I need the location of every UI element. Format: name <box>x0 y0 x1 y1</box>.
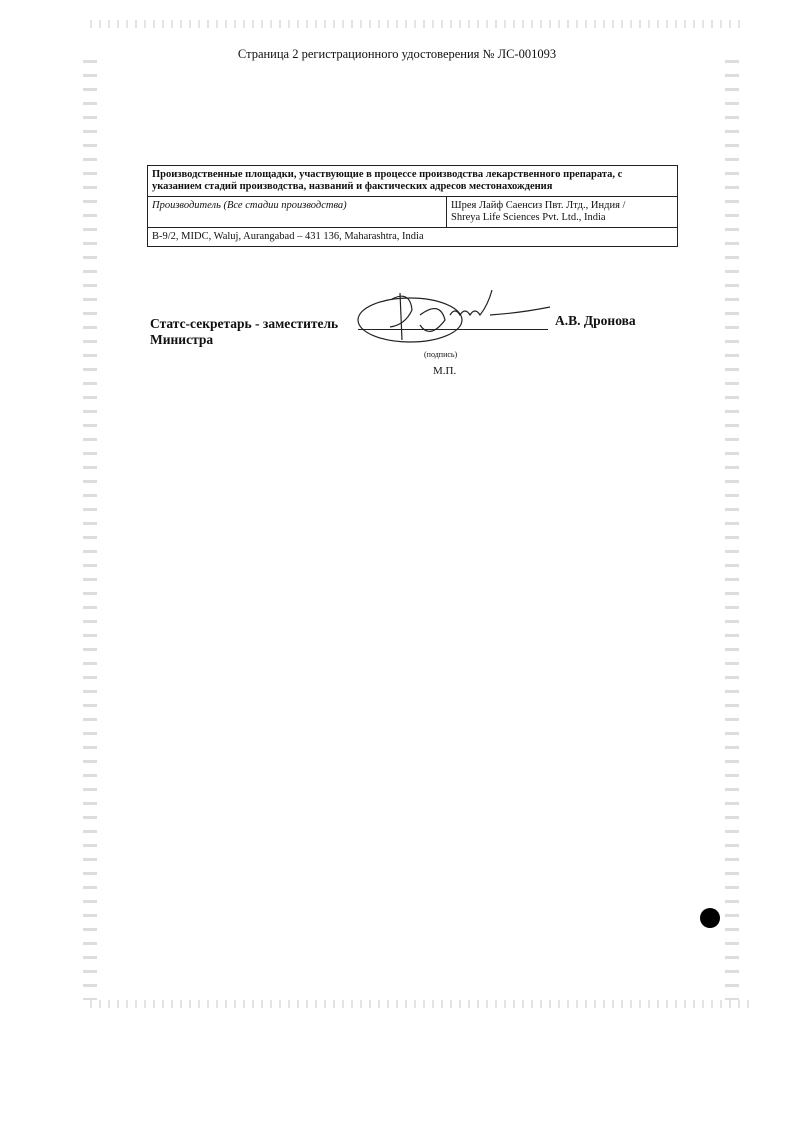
handwritten-signature <box>350 285 570 355</box>
scan-noise-right <box>725 60 739 1000</box>
manufacturer-role: Производитель (Все стадии производства) <box>148 197 447 228</box>
signature-line <box>358 329 548 330</box>
signature-caption: (подпись) <box>424 350 458 359</box>
production-sites-table <box>147 165 678 247</box>
role-line-2: Министра <box>150 332 214 347</box>
scan-noise-top <box>90 20 740 28</box>
signatory-name: А.В. Дронова <box>555 313 636 328</box>
scan-noise-left <box>83 60 97 1000</box>
page-title: Страница 2 регистрационного удостоверения № ЛС-001093 <box>237 47 557 61</box>
signatory-role <box>150 316 338 348</box>
stamp-place: М.П. <box>433 365 457 377</box>
site-address: B-9/2, MIDC, Waluj, Aurangabad – 431 136, Maharashtra, India <box>148 228 678 247</box>
role-line-1: Статс-секретарь - заместитель <box>150 316 339 331</box>
manufacturer-name <box>447 197 678 228</box>
scan-noise-bottom <box>90 1000 750 1008</box>
company-name-en: Shreya Life Sciences Pvt. Ltd., India <box>451 212 606 223</box>
table-heading: Производственные площадки, участвующие в процессе производства лекарственного препарата, с указанием стадий производства, названий и фактических адресов местонахождения <box>148 166 678 197</box>
company-name-ru: Шрея Лайф Саенсиз Пвт. Лтд., Индия / <box>451 200 626 211</box>
punch-hole <box>700 908 720 928</box>
